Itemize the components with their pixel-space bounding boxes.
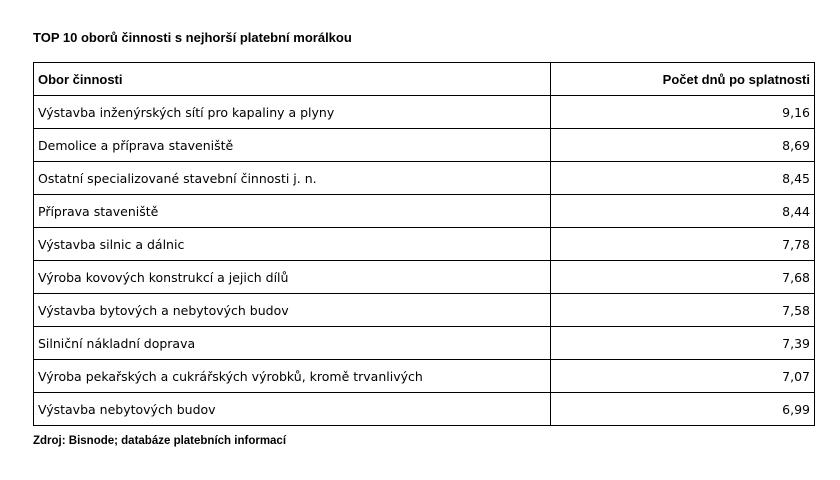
table-title: TOP 10 oborů činnosti s nejhorší platební morálkou	[33, 30, 352, 45]
sector-cell: Výstavba bytových a nebytových budov	[34, 294, 551, 327]
days-cell: 9,16	[551, 96, 815, 129]
sector-cell: Výroba pekařských a cukrářských výrobků, kromě trvanlivých	[34, 360, 551, 393]
payment-morale-table	[33, 62, 815, 426]
table-row	[34, 129, 815, 162]
days-cell: 7,07	[551, 360, 815, 393]
days-cell: 6,99	[551, 393, 815, 426]
column-header-sector: Obor činnosti	[34, 63, 551, 96]
column-header-days: Počet dnů po splatnosti	[551, 63, 815, 96]
days-cell: 7,39	[551, 327, 815, 360]
sector-cell: Demolice a příprava staveniště	[34, 129, 551, 162]
table-header-row	[34, 63, 815, 96]
sector-cell: Výstavba silnic a dálnic	[34, 228, 551, 261]
sector-cell: Výstavba nebytových budov	[34, 393, 551, 426]
table-row	[34, 393, 815, 426]
sector-cell: Silniční nákladní doprava	[34, 327, 551, 360]
days-cell: 7,78	[551, 228, 815, 261]
source-note: Zdroj: Bisnode; databáze platebních informací	[33, 435, 287, 447]
table-row	[34, 228, 815, 261]
days-cell: 8,45	[551, 162, 815, 195]
table-row	[34, 294, 815, 327]
table-row	[34, 360, 815, 393]
table-row	[34, 327, 815, 360]
sector-cell: Ostatní specializované stavební činnosti j. n.	[34, 162, 551, 195]
days-cell: 8,69	[551, 129, 815, 162]
days-cell: 8,44	[551, 195, 815, 228]
sector-cell: Příprava staveniště	[34, 195, 551, 228]
days-cell: 7,58	[551, 294, 815, 327]
table-row	[34, 195, 815, 228]
sector-cell: Výroba kovových konstrukcí a jejich dílů	[34, 261, 551, 294]
days-cell: 7,68	[551, 261, 815, 294]
table-row	[34, 96, 815, 129]
sector-cell: Výstavba inženýrských sítí pro kapaliny a plyny	[34, 96, 551, 129]
table-row	[34, 261, 815, 294]
table-row	[34, 162, 815, 195]
